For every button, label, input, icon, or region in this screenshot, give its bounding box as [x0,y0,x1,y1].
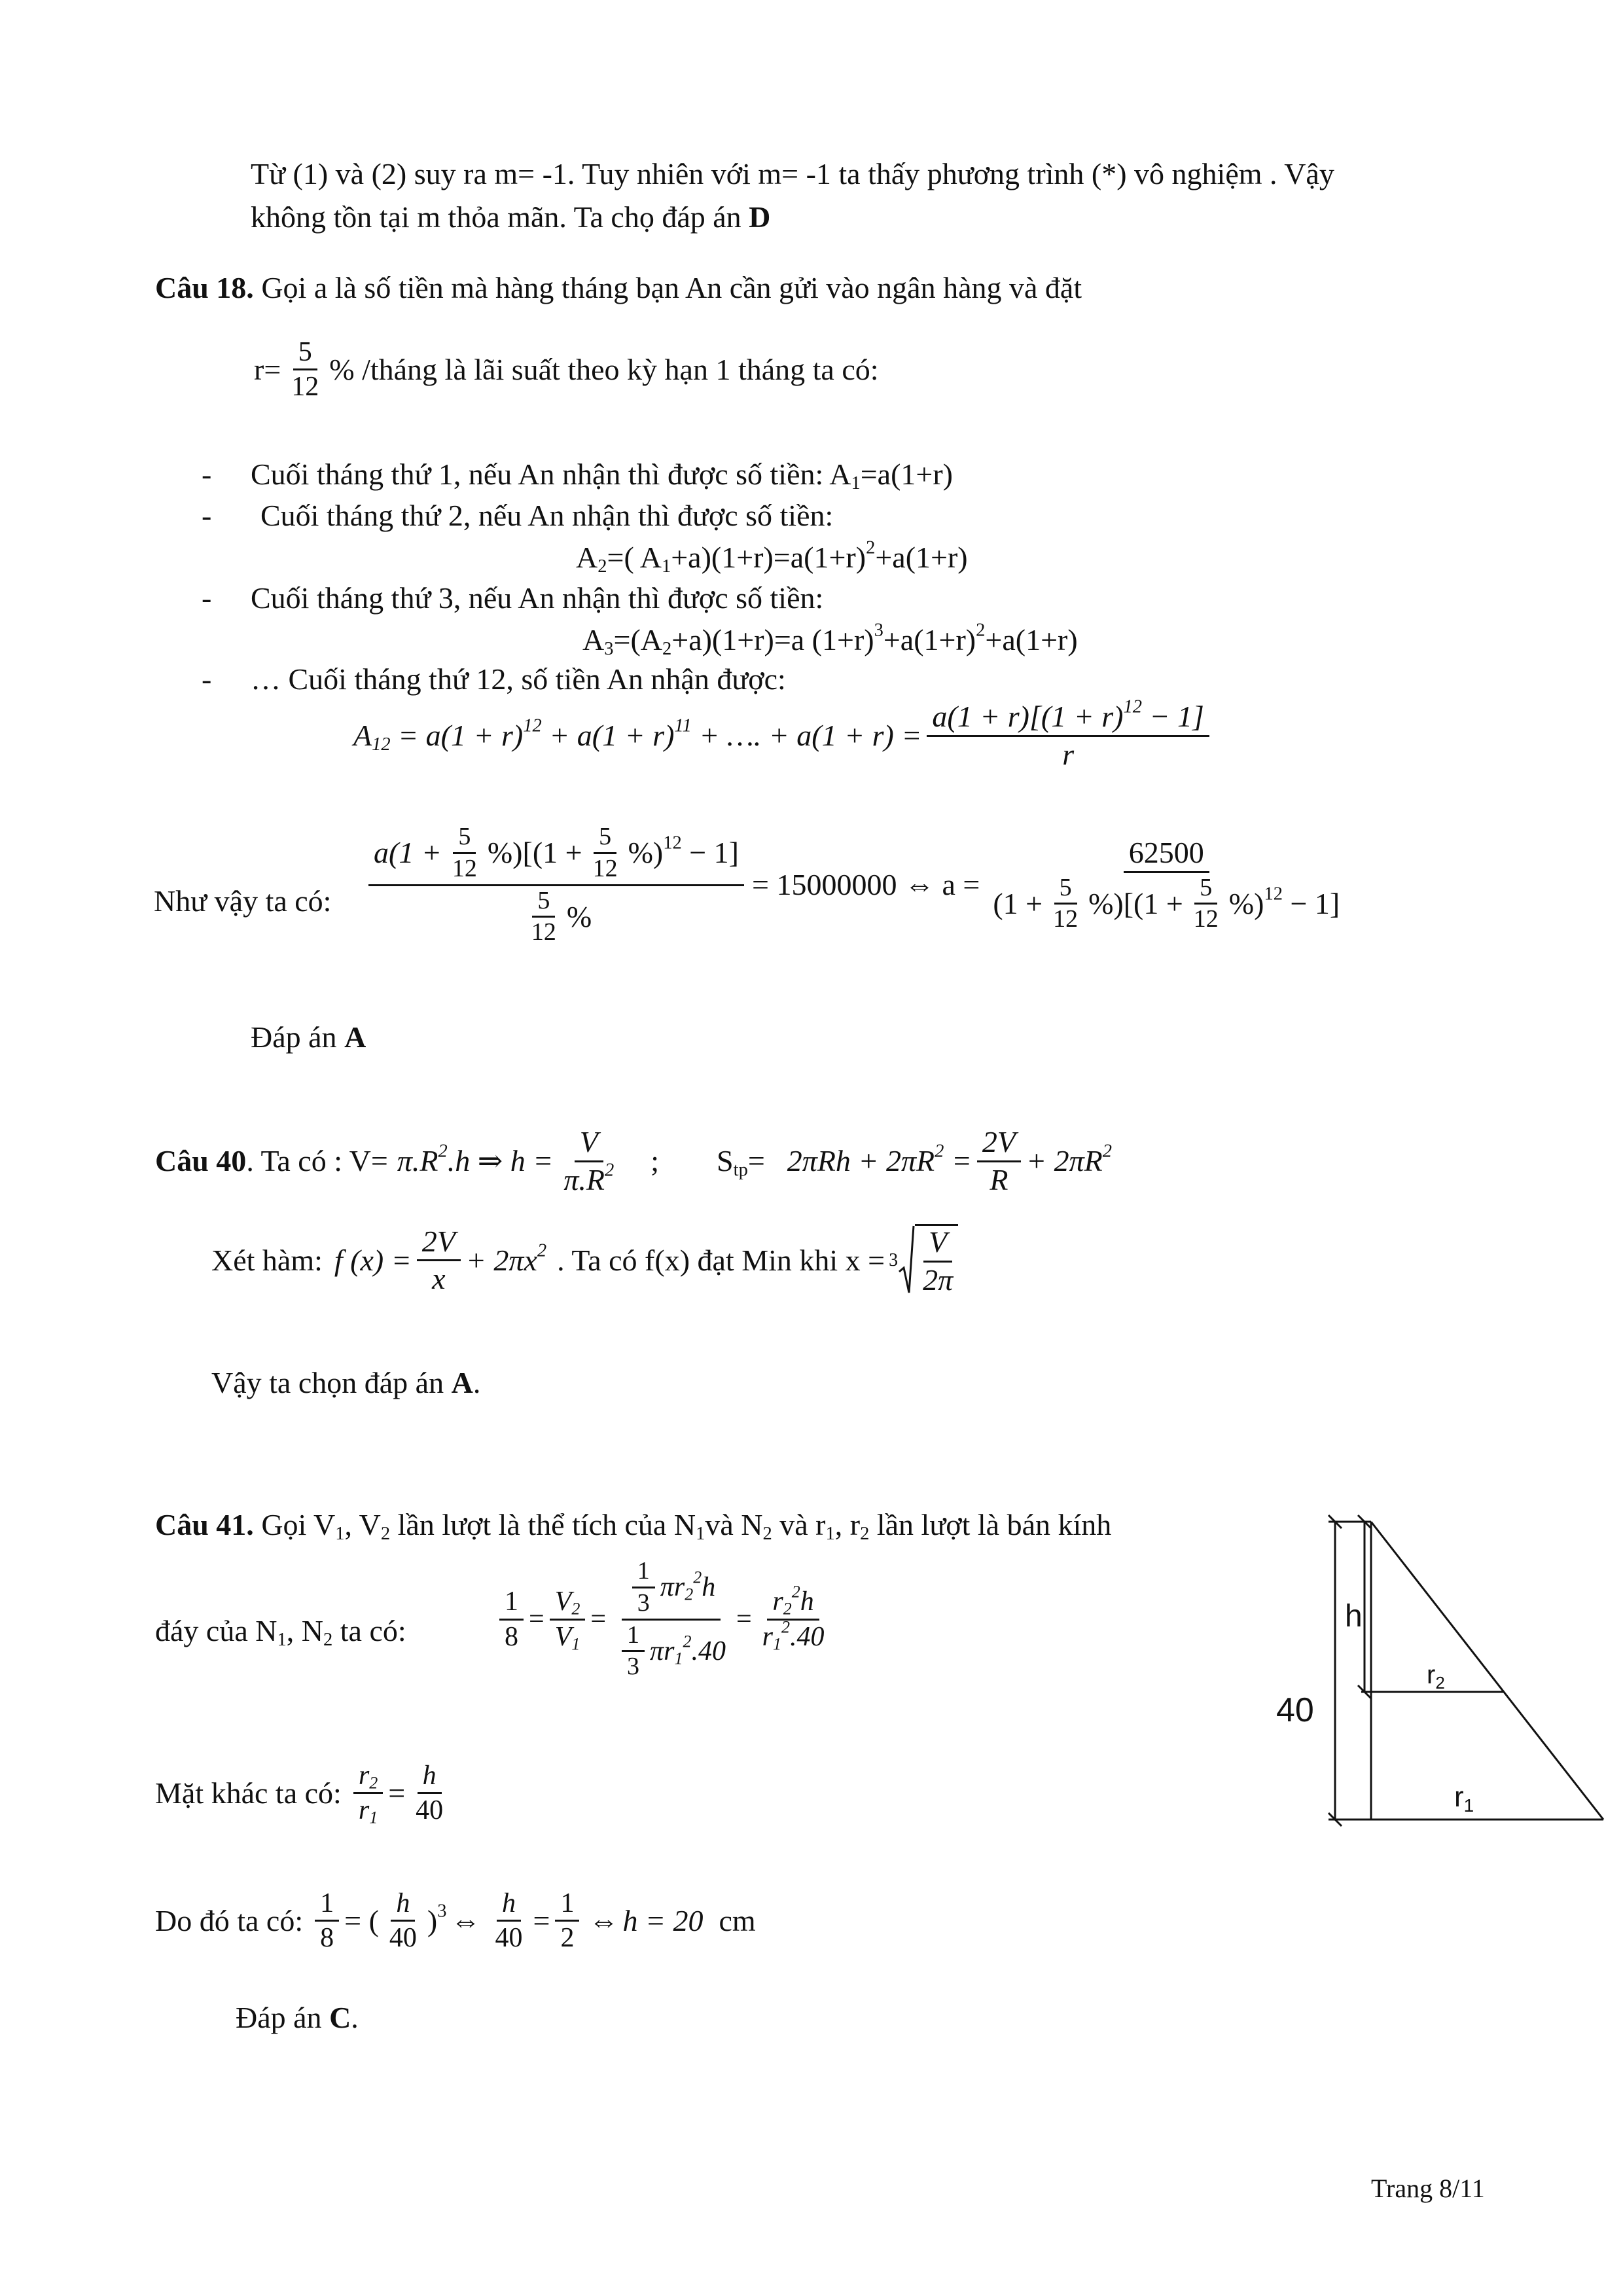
q18-bullet-3: Cuối tháng thứ 3, nếu An nhận thì được số tiền: [251,581,824,615]
label-h: h [1345,1599,1363,1634]
q18-heading: Câu 18. Gọi a là số tiền mà hàng tháng bạn An cần gửi vào ngân hàng và đặt [155,271,1082,304]
bullet-dash: - [202,581,212,615]
q41-volume-ratio: $\frac{1}{8}$ = $\frac{V_2}{V_1}$ = $\frac{1}{3}$ $\pi r_2^2h$ $\frac{1}{3}$ $\pi r_1^2.40$ = $\frac{r_2^2h}{r_1^2.40}$ [494,1558,835,1681]
q41-answer: Đáp án C. [236,2001,359,2034]
q18-main-equation: a(1 + $\frac{5}{12}$ %)[(1 + $\frac{5}{12}$ %)$^{12}$ − 1] $\frac{5}{12}$ % = 15000000 ⇔ a = 62500 (1 + $\frac{5}{12}$ %)[(1 + $\frac{5}{12}$ %)$^{12}$ − 1] [363,823,1350,946]
q41-day: đáy của $N_1$, $N_2$ ta có: [155,1614,406,1651]
intro-line-2: không tồn tại m thỏa mãn. Ta chọ đáp án D [251,200,771,234]
q18-rate: r= $\frac{5}{12}$ % /tháng là lãi suất theo kỳ hạn 1 tháng ta có: [254,337,879,403]
bullet-dash: - [202,457,212,491]
q41-similar-ratio: Mặt khác ta có: $\frac{r_2}{r_1}$ = $\frac{h}{40}$ [155,1761,444,1827]
main-eq-rhs-fraction: 62500 (1 + $\frac{5}{12}$ %)[(1 + $\frac{5}{12}$ %)$^{12}$ − 1] [993,836,1340,933]
q40-statement: Câu 40. Ta có : V= $\pi.R^2.h$ ⇒ h = $\frac{V}{\pi.R^2}$ ; $S_{tp}=$ $2\pi Rh + 2\pi R^2$ = $\frac{2V}{R}$ + $2\pi R^2$ [155,1125,1112,1196]
q18-a12-formula: $A_{12} = a(1 + r)^{12} + a(1 + r)^{11}$ + …. + a(1 + r) = $\frac{a(1 + r)[(1 + r)^{12} - 1]}{r}$ [353,700,1215,771]
cone-slant-line [1371,1522,1603,1820]
intro-line-1: Từ (1) và (2) suy ra m= -1. Tuy nhiên với m= -1 ta thấy phương trình (*) vô nghiệm . Vậy [251,157,1334,190]
label-r1: r1 [1454,1781,1474,1816]
label-40: 40 [1276,1691,1314,1729]
q18-bullet-4: … Cuối tháng thứ 12, số tiền An nhận được: [251,662,786,696]
cone-volume-fraction: $\frac{1}{3}$ $\pi r_2^2h$ $\frac{1}{3}$ $\pi r_1^2.40$ [611,1558,731,1681]
q18-bullet-2: Cuối tháng thứ 2, nếu An nhận thì được số tiền: [260,499,834,532]
q18-nhu-vay: Như vậy ta có: [154,884,332,918]
a12-fraction: $\frac{a(1 + r)[(1 + r)^{12} - 1]}{r}$ [927,700,1209,771]
page-number: Trang 8/11 [1371,2174,1485,2203]
q18-a2-formula: $A_2=$( $A_1+a)(1+r)=a(1+r)^2+a(1+r)$ [576,537,968,577]
q18-bullet-1: Cuối tháng thứ 1, nếu An nhận thì được số tiền: $A_1=a(1+r)$ [251,457,953,494]
radical-sign [898,1225,915,1297]
q18-a3-formula: $A_3=(A_2+a)(1+r)=a$ $(1+r)^3+a(1+r)^2+a(1+r)$ [582,620,1078,660]
main-eq-lhs-fraction: a(1 + $\frac{5}{12}$ %)[(1 + $\frac{5}{12}$ %)$^{12}$ − 1] $\frac{5}{12}$ % [368,823,744,946]
bullet-dash: - [202,499,212,532]
q40-conclusion: Vậy ta chọn đáp án A. [211,1366,481,1399]
q41-statement: Câu 41. Gọi $V_1$, $V_2$ lần lượt là thể tích của $N_1và$ $N_2$ và $r_1$, $r_2$ lần lượt là bán kính [155,1508,1112,1545]
label-r2: $r_2$ [1427,1660,1445,1693]
q18-answer: Đáp án A [251,1020,366,1054]
intro-answer: D [749,200,771,234]
cone-cross-section-figure [1263,1512,1623,1852]
q40-function: Xét hàm: f (x) = $\frac{2V}{x}$ + $2\pi x^2$ . Ta có f(x) đạt Min khi x = 3 $\frac{V}{2\pi}$ [211,1224,963,1297]
q41-solution: Do đó ta có: $\frac{1}{8}$ = ( $\frac{h}{40}$ )$^3$ ⇔ $\frac{h}{40}$ = $\frac{1}{2}$ ⇔ h = 20 cm [155,1888,756,1954]
bullet-dash: - [202,662,212,696]
cube-root: 3 $\frac{V}{2\pi}$ [889,1224,963,1297]
rate-fraction: $\frac{5}{12}$ [291,337,319,403]
